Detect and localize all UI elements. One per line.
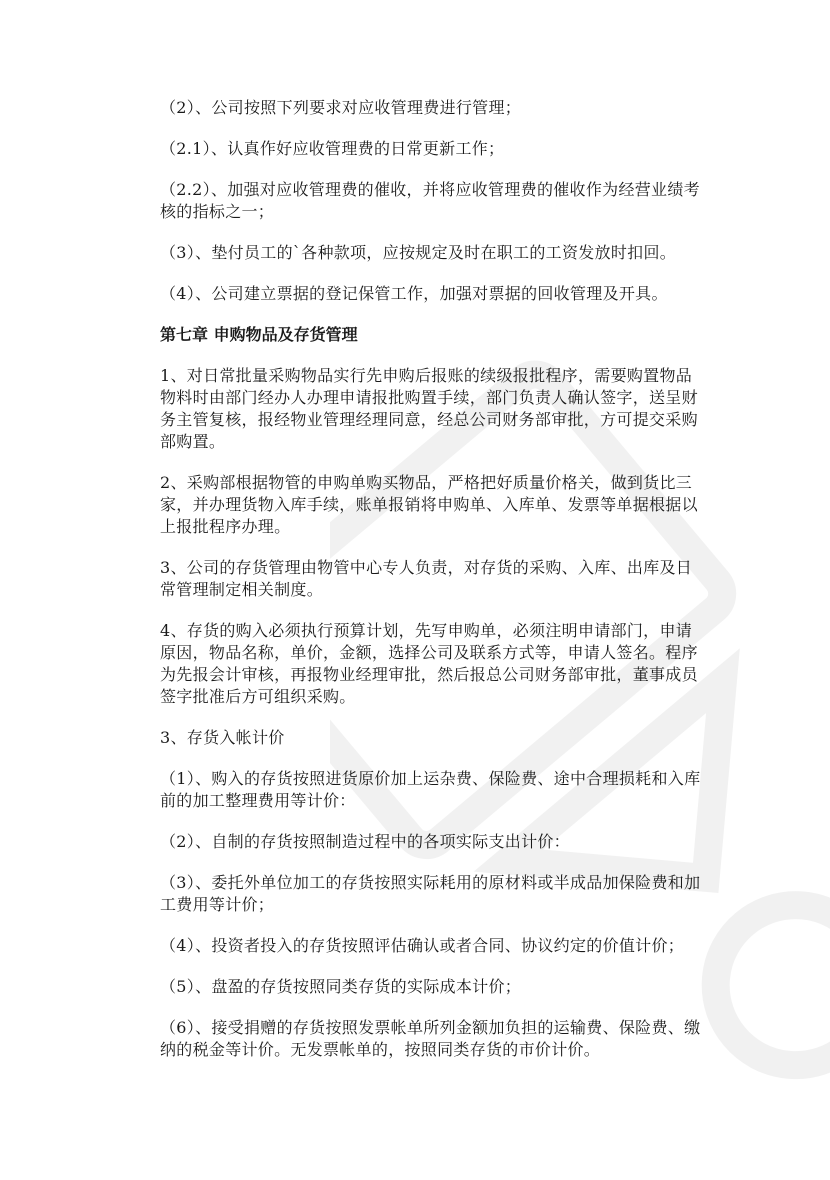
paragraph-2: （2）、公司按照下列要求对应收管理费进行管理； [160,98,522,117]
paragraph-item-2: 2、采购部根据物管的申购单购买物品，严格把好质量价格关，做到货比三家，并办理货物入库手续，账单报销将申购单、入库单、发票等单据根据以上报批程序办理。 [160,473,698,536]
valuation-item-1: （1）、购入的存货按照进货原价加上运杂费、保险费、途中合理损耗和入库前的加工整理费用等计价： [160,769,701,810]
paragraph-2-1: （2.1）、认真作好应收管理费的日常更新工作； [160,139,505,158]
valuation-item-3: （3）、委托外单位加工的存货按照实际耗用的原材料或半成品加保险费和加工费用等计价； [160,873,701,914]
document-body [160,97,705,1061]
paragraph-4: （4）、公司建立票据的登记保管工作，加强对票据的回收管理及开具。 [160,284,668,303]
chapter-heading: 第七章 申购物品及存货管理 [160,325,358,344]
section-title-valuation: 3、存货入帐计价 [160,728,285,747]
paragraph-3: （3）、垫付员工的`各种款项，应按规定及时在职工的工资发放时扣回。 [160,243,677,262]
paragraph-2-2: （2.2）、加强对应收管理费的催收，并将应收管理费的催收作为经营业绩考核的指标之一； [160,180,700,221]
valuation-item-5: （5）、盘盈的存货按照同类存货的实际成本计价； [160,977,522,996]
valuation-item-4: （4）、投资者投入的存货按照评估确认或者合同、协议约定的价值计价； [160,936,685,955]
paragraph-item-3: 3、公司的存货管理由物管中心专人负责，对存货的采购、入库、出库及日常管理制定相关制度。 [160,558,693,599]
paragraph-item-4: 4、存货的购入必须执行预算计划，先写申购单，必须注明申请部门，申请原因，物品名称，单价，金额，选择公司及联系方式等，申请人签名。程序为先报会计审核，再报物业经理审批，然后报总公司财务部审批，董事成员签字批准后方可组织采购。 [160,621,698,706]
valuation-item-6: （6）、接受捐赠的存货按照发票帐单所列金额加负担的运输费、保险费、缴纳的税金等计价。无发票帐单的，按照同类存货的市价计价。 [160,1018,701,1059]
valuation-item-2: （2）、自制的存货按照制造过程中的各项实际支出计价： [160,832,570,851]
paragraph-item-1: 1、对日常批量采购物品实行先申购后报账的续级报批程序，需要购置物品物料时由部门经办人办理申请报批购置手续，部门负责人确认签字，送呈财务主管复核，报经物业管理经理同意，经总公司财务部审批，方可提交采购部购置。 [160,366,698,451]
